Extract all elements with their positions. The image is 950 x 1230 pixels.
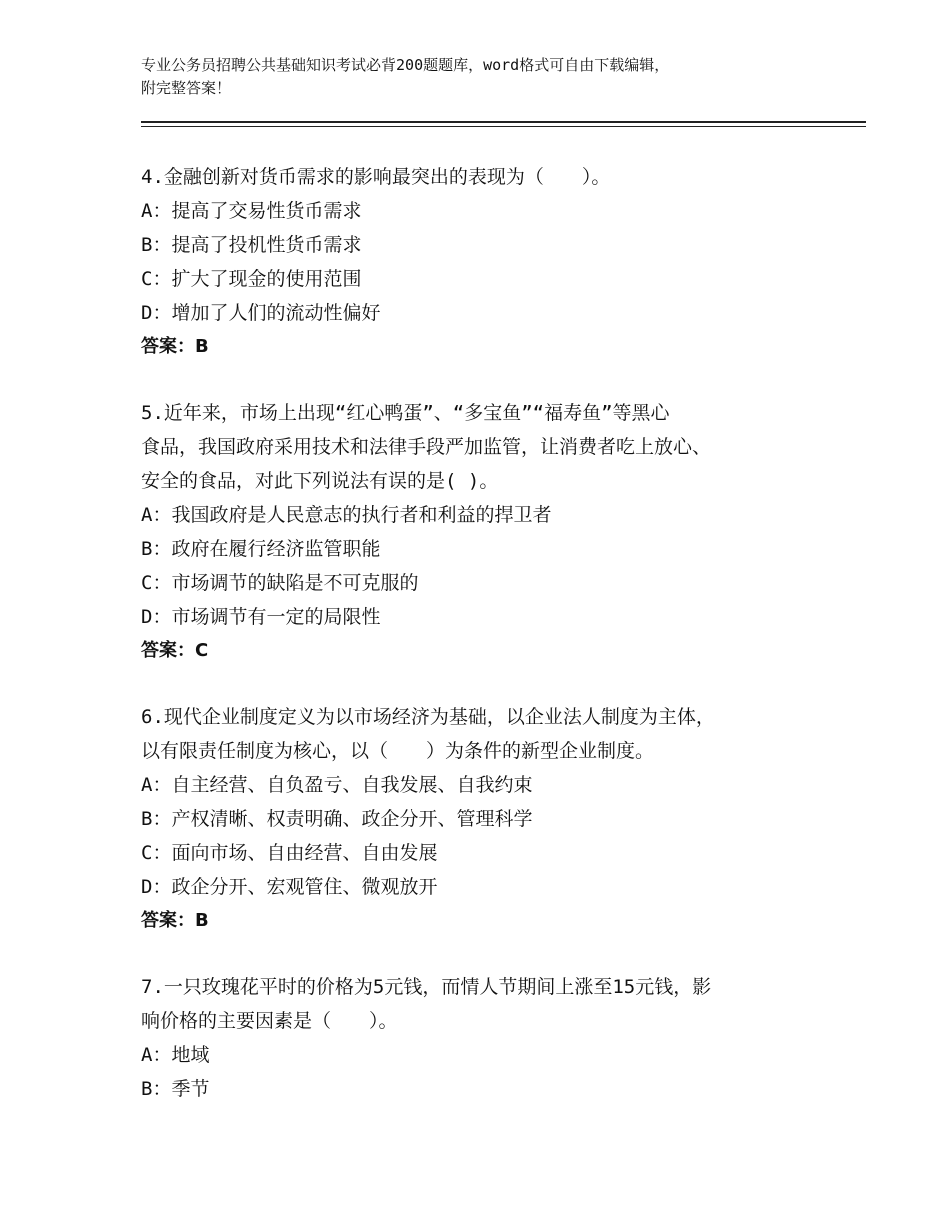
answer-label: 答案：B [141, 336, 209, 357]
stem-line: 以有限责任制度为核心，以（ ）为条件的新型企业制度。 [141, 740, 655, 762]
question-6 [141, 700, 821, 938]
answer-label: 答案：B [141, 910, 209, 931]
option-a: A：自主经营、自负盈亏、自我发展、自我约束 [141, 774, 533, 796]
header-text-line-1: 专业公务员招聘公共基础知识考试必背200题题库，word格式可自由下载编辑， [141, 56, 670, 74]
question-stem [141, 700, 821, 768]
option-b: B：政府在履行经济监管职能 [141, 538, 381, 560]
stem-line: 安全的食品，对此下列说法有误的是( )。 [141, 470, 499, 492]
option-d: D：增加了人们的流动性偏好 [141, 302, 381, 324]
option-c: C：面向市场、自由经营、自由发展 [141, 842, 438, 864]
option-c: C：市场调节的缺陷是不可克服的 [141, 572, 419, 594]
stem-line: 6.现代企业制度定义为以市场经济为基础，以企业法人制度为主体， [141, 706, 715, 728]
stem-line: 7.一只玫瑰花平时的价格为5元钱，而情人节期间上涨至15元钱，影 [141, 976, 712, 998]
option-a: A：我国政府是人民意志的执行者和利益的捍卫者 [141, 504, 552, 526]
option-b: B：季节 [141, 1078, 210, 1100]
option-b: B：提高了投机性货币需求 [141, 234, 362, 256]
header-text-line-2: 附完整答案！ [141, 79, 232, 97]
stem-line: 食品，我国政府采用技术和法律手段严加监管，让消费者吃上放心、 [141, 436, 712, 458]
question-stem [141, 970, 821, 1038]
page-header [141, 54, 831, 100]
stem-line: 5.近年来，市场上出现“红心鸭蛋”、“多宝鱼”“福寿鱼”等黑心 [141, 402, 670, 424]
option-a: A：提高了交易性货币需求 [141, 200, 362, 222]
option-c: C：扩大了现金的使用范围 [141, 268, 362, 290]
question-list [141, 160, 821, 1138]
question-stem [141, 396, 821, 498]
option-d: D：市场调节有一定的局限性 [141, 606, 381, 628]
option-a: A：地域 [141, 1044, 210, 1066]
question-4 [141, 160, 821, 364]
question-7 [141, 970, 821, 1106]
question-stem [141, 160, 821, 194]
option-b: B：产权清晰、权责明确、政企分开、管理科学 [141, 808, 533, 830]
option-d: D：政企分开、宏观管住、微观放开 [141, 876, 438, 898]
header-rule-thin [141, 126, 866, 127]
question-5 [141, 396, 821, 668]
answer-label: 答案：C [141, 640, 209, 661]
header-rule-thick [141, 121, 866, 123]
stem-line: 响价格的主要因素是（ ）。 [141, 1010, 398, 1032]
stem-line: 4.金融创新对货币需求的影响最突出的表现为（ ）。 [141, 166, 611, 188]
